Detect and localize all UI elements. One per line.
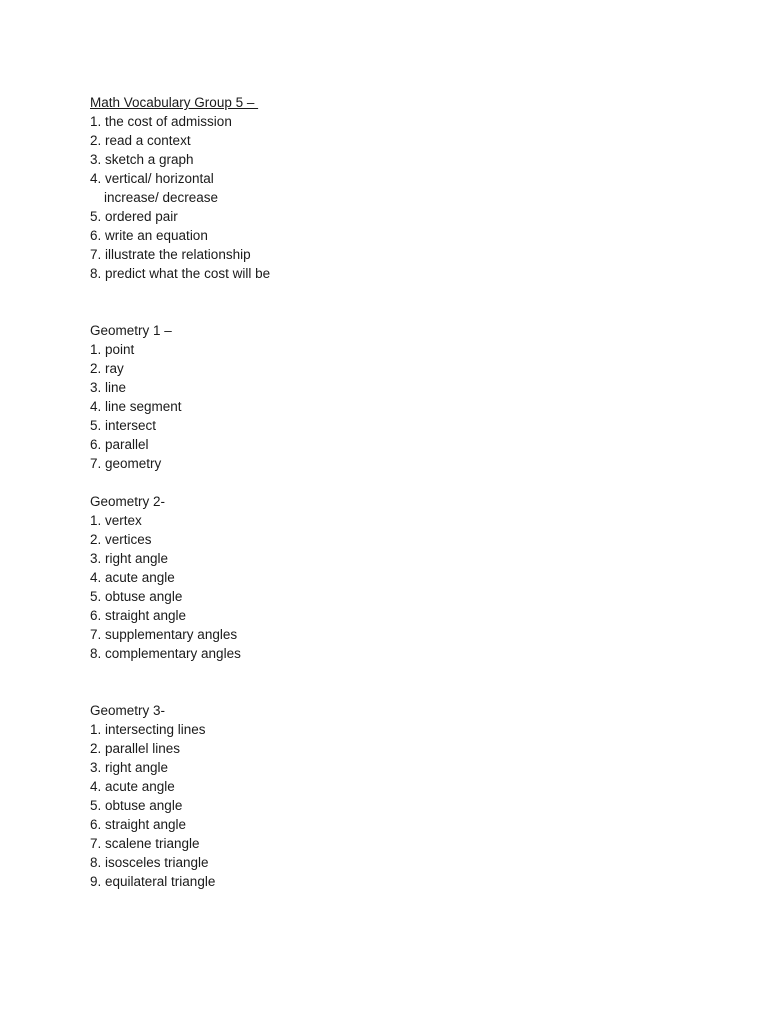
list-item: 4. acute angle (90, 779, 175, 794)
list-item: 2. parallel lines (90, 741, 181, 756)
list-item: 3. right angle (90, 551, 169, 566)
list-item: 1. intersecting lines (90, 722, 206, 737)
list-item: 8. isosceles triangle (90, 855, 209, 870)
list-item: 1. vertex (90, 513, 142, 528)
list-item: 3. right angle (90, 760, 169, 775)
list-item: 8. complementary angles (90, 646, 241, 661)
list-item: 4. vertical/ horizontal (90, 171, 214, 186)
section-title: Geometry 2- (90, 494, 166, 509)
list-item: 2. vertices (90, 532, 152, 547)
section-geometry-3 (90, 701, 690, 891)
list-item: 3. line (90, 380, 127, 395)
list-item: 5. obtuse angle (90, 798, 183, 813)
list-item: 7. illustrate the relationship (90, 247, 251, 262)
list-item: 7. geometry (90, 456, 162, 471)
list-item: 5. obtuse angle (90, 589, 183, 604)
section-spacer (90, 473, 690, 492)
list-item: 6. parallel (90, 437, 149, 452)
list-item: 7. supplementary angles (90, 627, 238, 642)
section-title: Geometry 3- (90, 703, 166, 718)
list-item: 6. write an equation (90, 228, 208, 243)
list-item: 6. straight angle (90, 608, 187, 623)
section-geometry-2 (90, 492, 690, 663)
list-item: 4. line segment (90, 399, 182, 414)
section-geometry-1 (90, 321, 690, 473)
list-item: 8. predict what the cost will be (90, 266, 271, 281)
list-item: 2. read a context (90, 133, 191, 148)
list-item: 1. the cost of admission (90, 114, 232, 129)
list-item: 3. sketch a graph (90, 152, 194, 167)
list-item: 1. point (90, 342, 135, 357)
list-item: 5. intersect (90, 418, 157, 433)
list-item: 9. equilateral triangle (90, 874, 216, 889)
list-item: 5. ordered pair (90, 209, 178, 224)
section-spacer (90, 663, 690, 701)
section-spacer (90, 283, 690, 321)
document-page (90, 93, 690, 891)
list-item: 6. straight angle (90, 817, 187, 832)
section-title: Math Vocabulary Group 5 – (90, 95, 259, 110)
list-item: 7. scalene triangle (90, 836, 200, 851)
list-item: 2. ray (90, 361, 124, 376)
list-item: 4. acute angle (90, 570, 175, 585)
section-title: Geometry 1 – (90, 323, 172, 338)
list-item-continuation: increase/ decrease (104, 190, 219, 205)
section-math-vocabulary-group-5 (90, 93, 690, 283)
